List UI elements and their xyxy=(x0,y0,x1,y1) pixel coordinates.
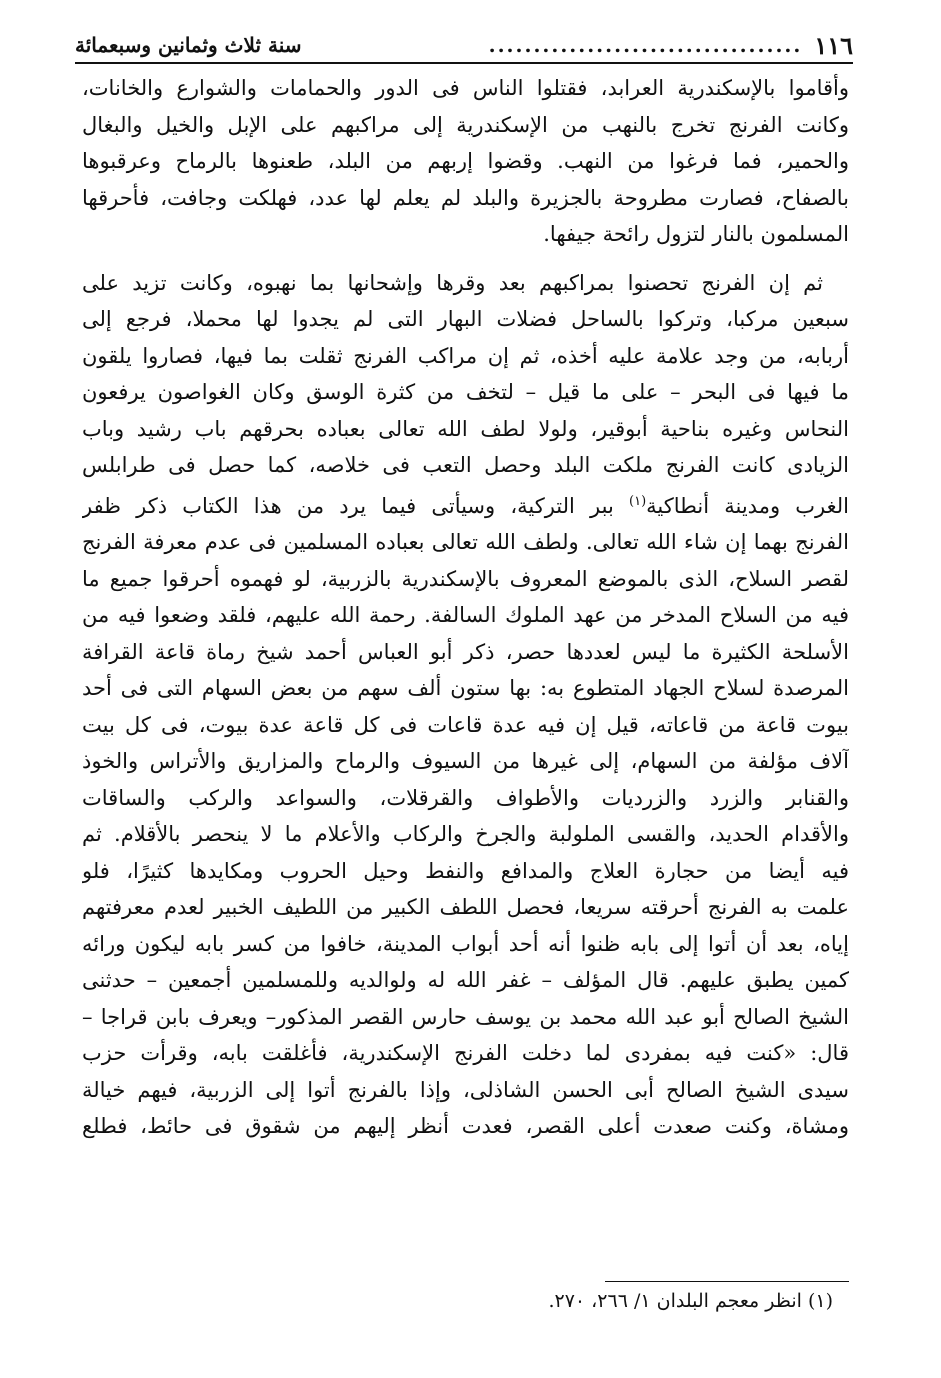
text-line: الأسلحة الكثيرة ما ليس لعددها حصر، ذكر أبو العباس أحمد شيخ رماة قاعة القرافة xyxy=(82,639,849,664)
text-line: فيه أيضا من حجارة العلاج والمدافع والنفط وحيل الحروب ومكايدها كثيرًا، فلو xyxy=(82,858,849,883)
text-line: المسلمون بالنار لتزول رائحة جيفها. xyxy=(543,222,849,246)
paragraph-1 xyxy=(82,70,849,253)
text-line: الشيخ الصالح أبو عبد الله محمد بن يوسف حارس القصر المذكور– ويعرف بابن قراجا – xyxy=(82,1004,849,1029)
text-line: ثم إن الفرنج تحصنوا بمراكبهم بعد وقرها وإشحانها بما نهبوه، وكانت تزيد على xyxy=(82,270,823,295)
text-line: بيوت قاعة من قاعاته، قيل إن فيه عدة قاعات فى كل قاعة عدة بيوت، فى كل بيت xyxy=(82,712,849,737)
text-segment: ببر التركية، وسيأتى فيما يرد من هذا الكتاب ذكر ظفر xyxy=(82,493,630,518)
text-line: لقصر السلاح، الذى بالموضع المعروف بالإسكندرية بالزربية، لو فهموه أحرقوا جميع ما xyxy=(82,566,849,591)
footnote-marker: (١) xyxy=(629,493,647,509)
text-line: والأقدام الحديد، والقسى الملولبة والجرخ والركاب والأعلام ما لا ينحصر بالأقلام. ثم xyxy=(82,822,849,846)
text-line: آلاف مؤلفة من السهام، إلى غيرها من السيوف والرماح والمزاريق والأتراس والخوذ xyxy=(82,749,849,773)
text-line: وأقاموا بالإسكندرية العرابد، فقتلوا الناس فى الدور والحمامات والشوارع والخانات، xyxy=(82,76,849,100)
text-line: المرصدة لسلاح الجهاد المتطوع به: بها ستون ألف سهم من بعض السهام التى فى أحد xyxy=(82,676,849,700)
text-line: الفرنج بهما إن شاء الله تعالى. ولطف الله تعالى بعباده المسلمين فى عدم معرفة الفرنج xyxy=(82,530,849,554)
text-line: ومشاة، وكنت صعدت أعلى القصر، فعدت أنظر إليهم من شقوق فى حائط، فطلع xyxy=(82,1114,849,1138)
text-line: والقنابر والزرد والزرديات والأطواف والقرقلات، والسواعد والركب والساقات xyxy=(82,785,849,810)
text-line: ما فيها فى البحر – على ما قيل – لتخف من كثرة الوسق وكان الغواصون يرفعون xyxy=(82,380,849,404)
text-line: والحمير، فما فرغوا من النهب. وقضوا إربهم من البلد، طعنوها بالرماح وعرقبوها xyxy=(82,149,849,173)
text-line: فيه من السلاح المدخر من عهد الملوك السالفة. رحمة الله عليهم، فلقد وضعوا فيه من xyxy=(82,603,849,627)
header-leader-dots: ................................... xyxy=(488,33,803,57)
page-number: ١١٦ xyxy=(814,30,853,60)
running-title: سنة ثلاث وثمانين وسبعمائة xyxy=(75,33,302,57)
text-line: علمت به الفرنج أحرقته سريعا، فحصل اللطف الكبير من اللطيف الخبير لعدم معرفتهم xyxy=(82,895,849,919)
paragraph-2 xyxy=(82,265,849,1145)
text-line: النحاس وغيره بناحية أبوقير، ولولا لطف الله تعالى بعباده بحرقهم باب رشيد وباب xyxy=(82,416,849,441)
footnote: (١) انظر معجم البلدان ١/ ٢٦٦، ٢٧٠. xyxy=(548,1290,833,1312)
text-line-with-note xyxy=(82,484,849,525)
text-line: سبعين مركبا، وتركوا بالساحل فضلات البهار التى لم يجدوا لها محملا، فرجع إلى xyxy=(82,307,849,331)
text-segment: الغرب ومدينة أنطاكية xyxy=(646,493,849,518)
text-line: الزيادى كانت الفرنج ملكت البلد وحصل التعب فى خلاصه، كما حصل فى طرابلس xyxy=(82,453,849,477)
text-line: إياه، بعد أن أتوا إلى بابه ظنوا أنه أحد أبواب المدينة، خافوا من كسر بابه ليكون ورائه xyxy=(82,931,849,956)
text-line: سيدى الشيخ الصالح أبى الحسن الشاذلى، وإذا بالفرنج أتوا إلى الزربية، فيهم خيالة xyxy=(82,1077,849,1102)
text-line: أربابه، من وجد علامة عليه أخذه، ثم إن مراكب الفرنج ثقلت بما فيها، فصاروا يلقون xyxy=(82,343,849,368)
text-line: كمين يطبق عليهم. قال المؤلف – غفر الله له ولوالديه وللمسلمين أجمعين – حدثنى xyxy=(82,968,849,992)
text-line: بالصفاح، فصارت مطروحة بالجزيرة والبلد لم يعلم لها عدد، فهلكت وجافت، فأحرقها xyxy=(82,185,849,210)
main-text xyxy=(82,70,849,1145)
page-header xyxy=(75,28,853,64)
text-line: قال: «كنت فيه بمفردى لما دخلت الفرنج الإسكندرية، فأغلقت بابه، وقرأت حزب xyxy=(82,1041,849,1065)
footnote-divider xyxy=(605,1281,849,1282)
text-line: وكانت الفرنج تخرج بالنهب من الإسكندرية إلى مراكبهم على الإبل والخيل والبغال xyxy=(82,112,849,137)
